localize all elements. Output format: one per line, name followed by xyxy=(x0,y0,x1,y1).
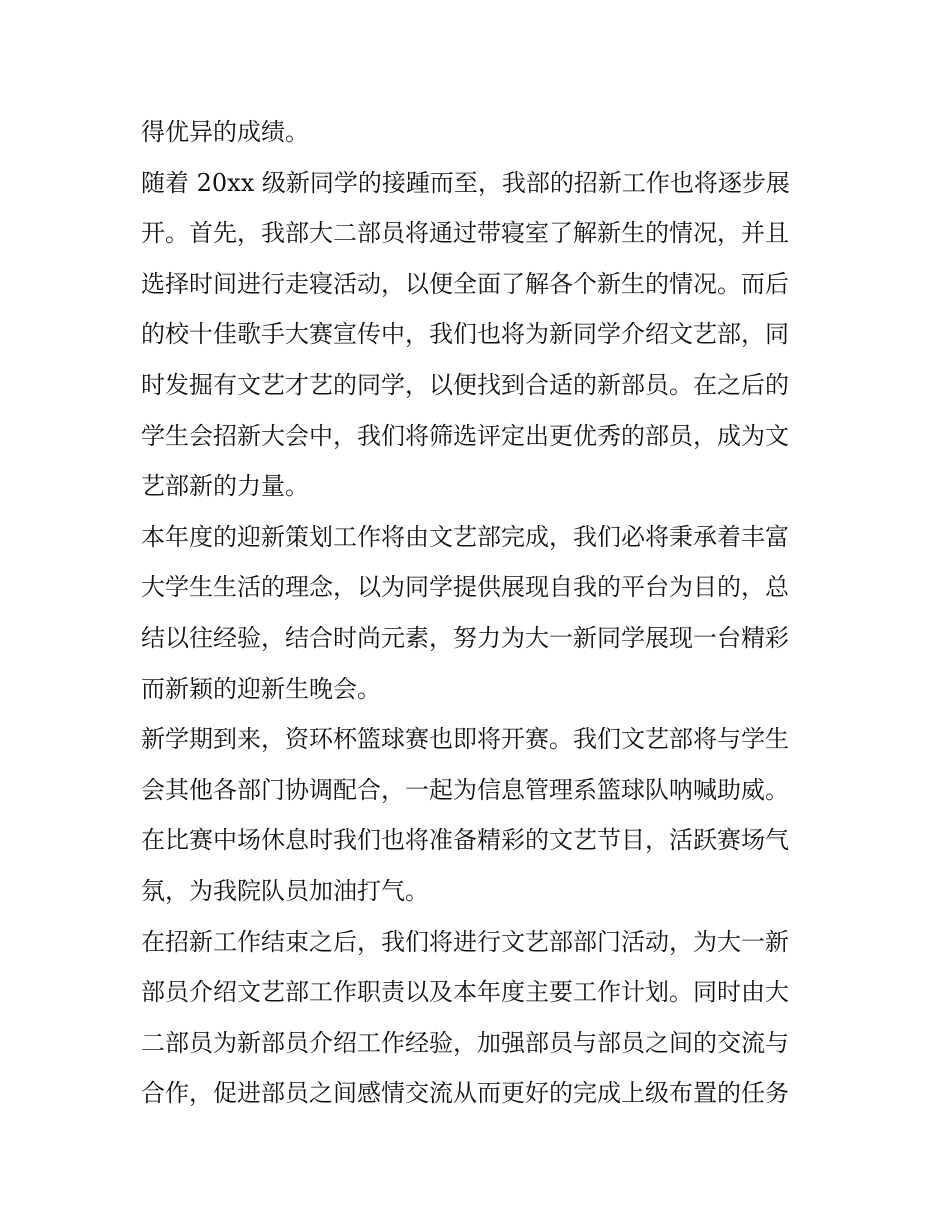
document-line: 而新颖的迎新生晚会。 xyxy=(141,674,381,703)
document-line: 结以往经验，结合时尚元素，努力为大一新同学展现一台精彩 xyxy=(141,623,789,652)
document-line: 本年度的迎新策划工作将由文艺部完成，我们必将秉承着丰富 xyxy=(141,522,789,551)
document-body xyxy=(141,107,813,1119)
document-line: 选择时间进行走寝活动，以便全面了解各个新生的情况。而后 xyxy=(141,269,789,298)
document-line: 新学期到来，资环杯篮球赛也即将开赛。我们文艺部将与学生 xyxy=(141,725,789,754)
document-line: 部员介绍文艺部工作职责以及本年度主要工作计划。同时由大 xyxy=(141,978,789,1007)
document-line: 艺部新的力量。 xyxy=(141,472,309,501)
document-line: 的校十佳歌手大赛宣传中，我们也将为新同学介绍文艺部，同 xyxy=(141,320,789,349)
document-line: 学生会招新大会中，我们将筛选评定出更优秀的部员，成为文 xyxy=(141,421,789,450)
document-line: 氛，为我院队员加油打气。 xyxy=(141,876,429,905)
document-line: 得优异的成绩。 xyxy=(141,118,309,146)
document-line: 随着 20xx 级新同学的接踵而至，我部的招新工作也将逐步展 xyxy=(141,168,790,197)
document-line: 会其他各部门协调配合，一起为信息管理系篮球队呐喊助威。 xyxy=(141,775,789,804)
document-line: 开。首先，我部大二部员将通过带寝室了解新生的情况，并且 xyxy=(141,219,789,248)
document-line: 合作，促进部员之间感情交流从而更好的完成上级布置的任务 xyxy=(141,1079,789,1108)
document-line: 在比赛中场休息时我们也将准备精彩的文艺节目，活跃赛场气 xyxy=(141,826,789,855)
document-line: 在招新工作结束之后，我们将进行文艺部部门活动，为大一新 xyxy=(141,927,789,956)
document-line: 大学生生活的理念，以为同学提供展现自我的平台为目的，总 xyxy=(141,573,789,602)
document-line: 二部员为新部员介绍工作经验，加强部员与部员之间的交流与 xyxy=(141,1028,789,1057)
document-line: 时发掘有文艺才艺的同学，以便找到合适的新部员。在之后的 xyxy=(141,370,789,399)
